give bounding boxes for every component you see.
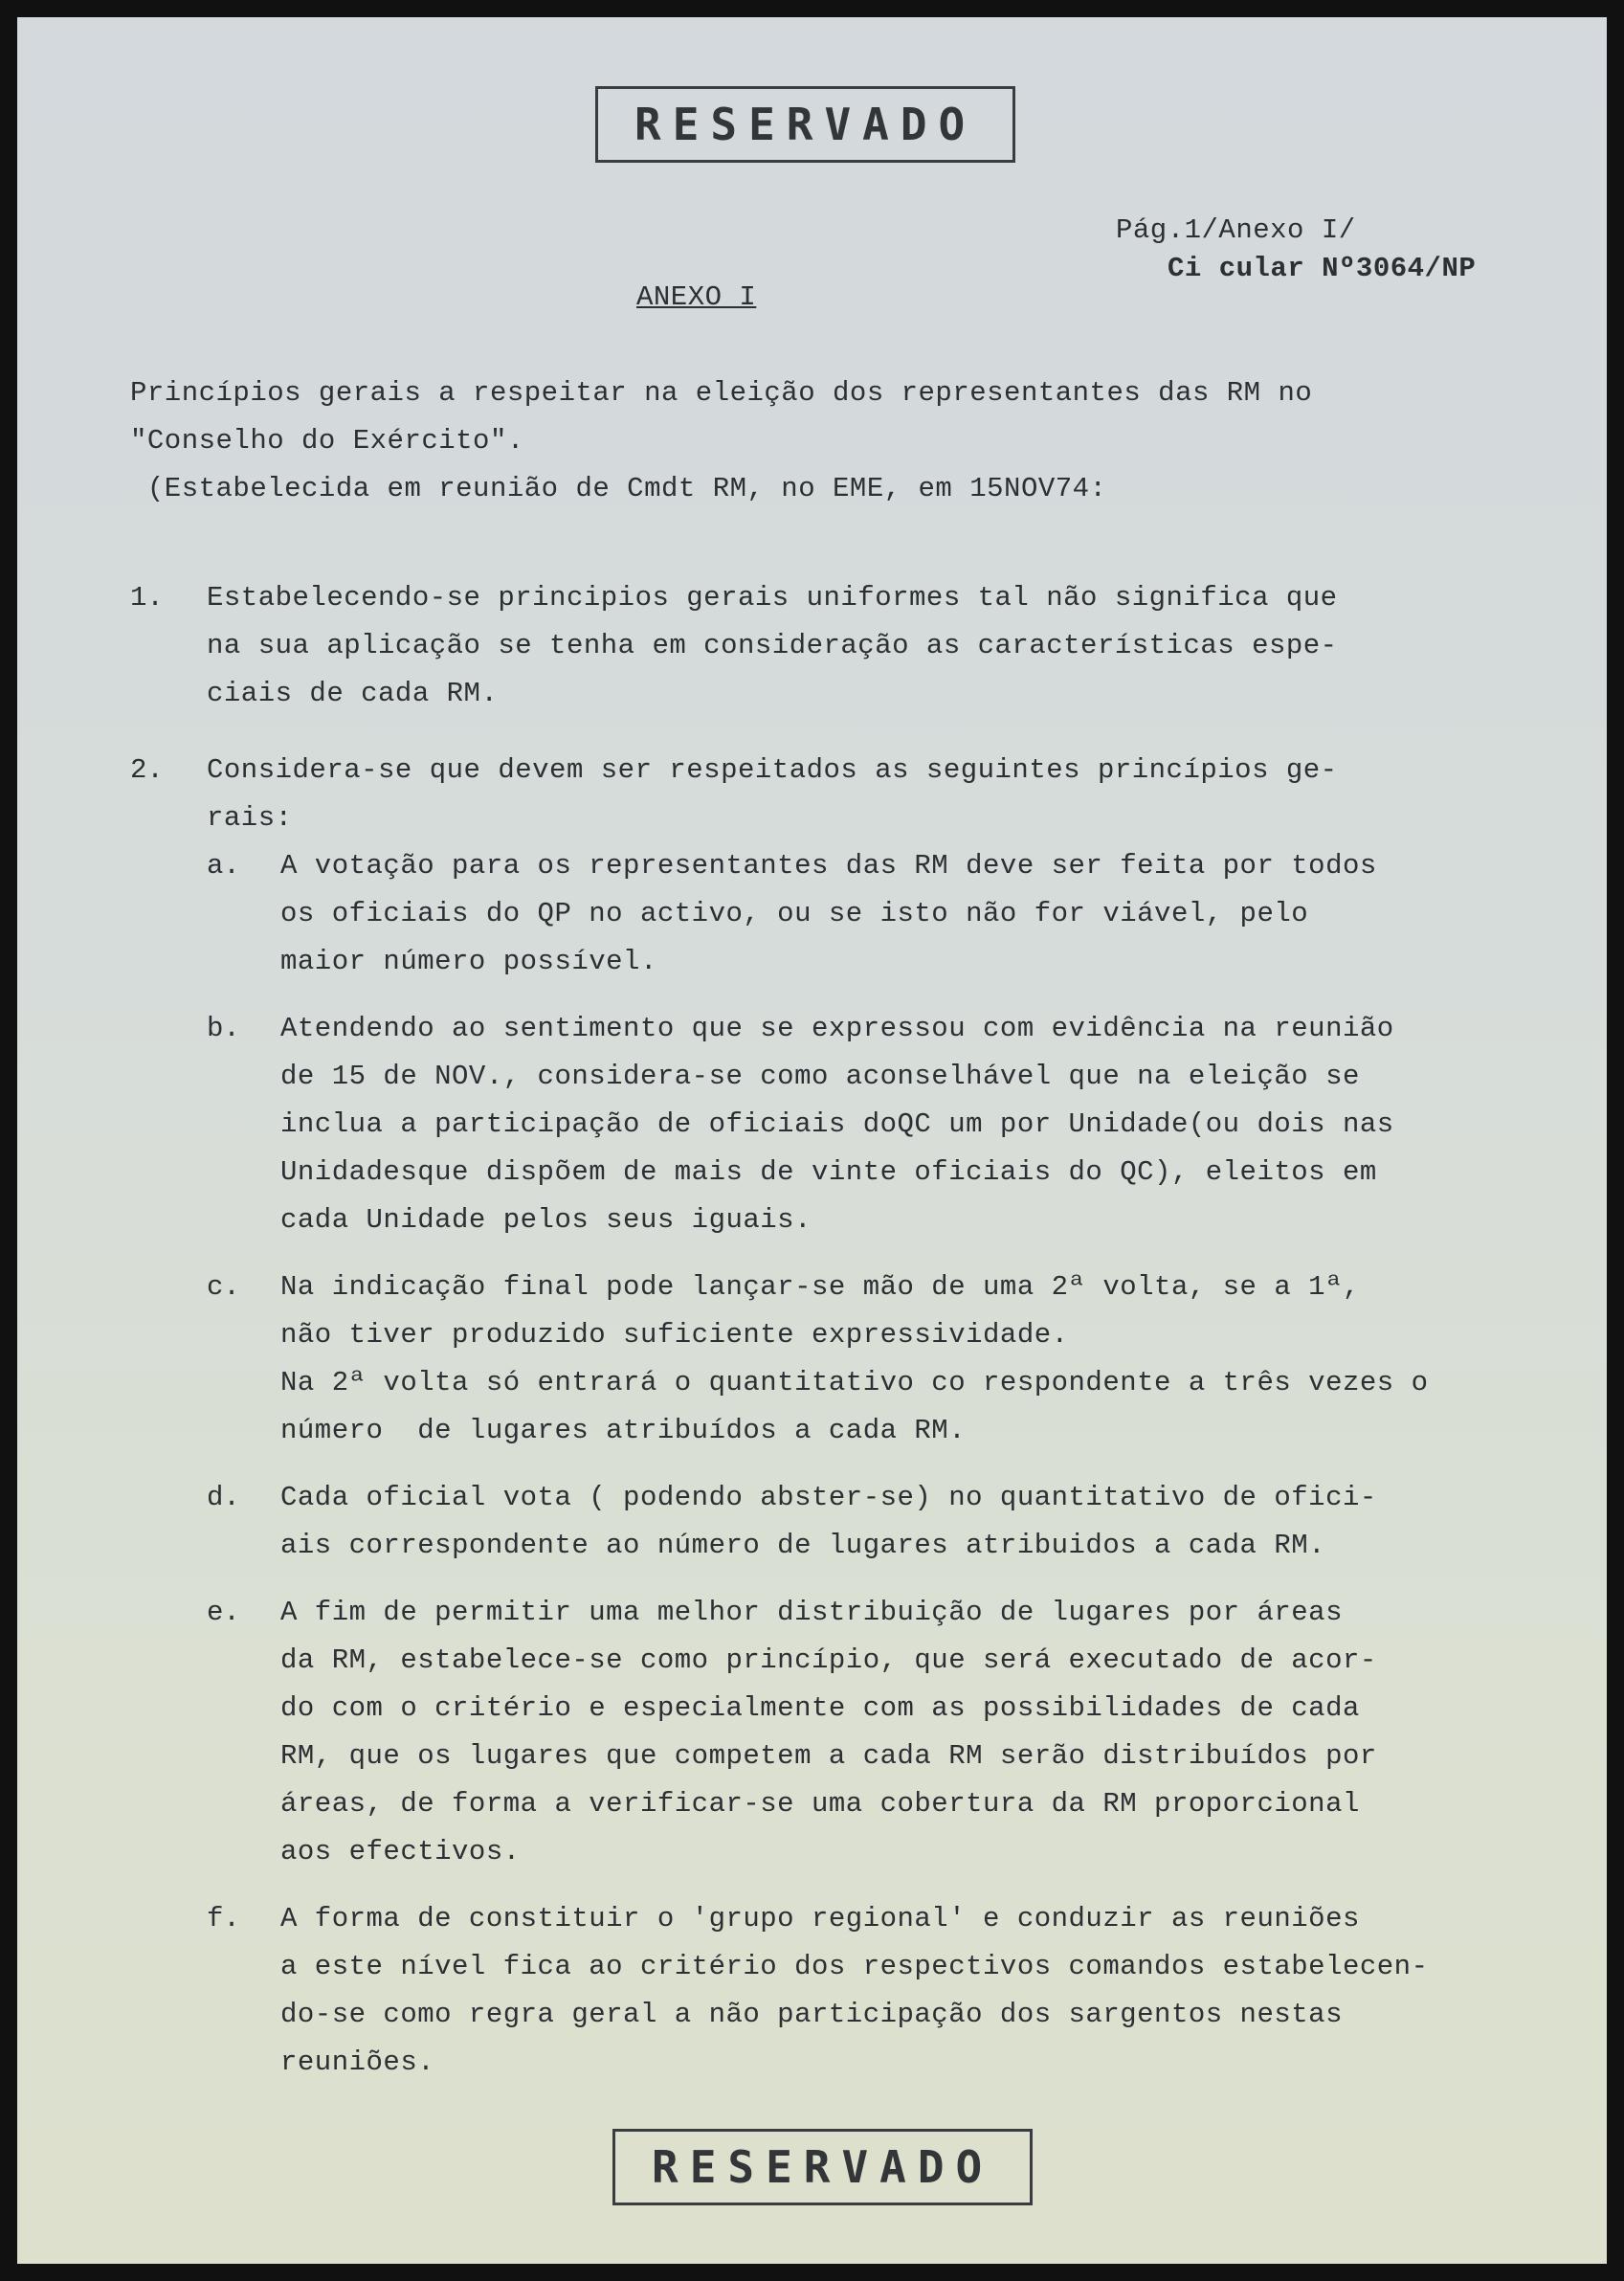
sub-item-f bbox=[207, 1895, 1594, 2087]
sub-item-line: RM, que os lugares que competem a cada RM serão distribuídos por bbox=[280, 1740, 1377, 1772]
principles-list bbox=[130, 574, 1594, 2087]
item-number: 2. bbox=[130, 754, 164, 786]
item-line: ciais de cada RM. bbox=[207, 678, 499, 709]
sub-item-d bbox=[207, 1474, 1594, 1570]
sub-item-e bbox=[207, 1589, 1594, 1876]
sub-item-line: áreas, de forma a verificar-se uma cobertura da RM proporcional bbox=[280, 1788, 1360, 1820]
sub-item-line: aos efectivos. bbox=[280, 1836, 521, 1867]
page-reference: Pág.1/Anexo I/ bbox=[1116, 214, 1356, 246]
sub-item-line: número de lugares atribuídos a cada RM. bbox=[280, 1415, 967, 1446]
annex-title: ANEXO I bbox=[636, 281, 757, 313]
sub-item-b bbox=[207, 1005, 1594, 1244]
sub-item-line: de 15 de NOV., considera-se como aconselhável que na eleição se bbox=[280, 1061, 1360, 1092]
sub-item-line: Unidadesque dispõem de mais de vinte oficiais do QC), eleitos em bbox=[280, 1156, 1377, 1188]
classification-stamp-top: RESERVADO bbox=[595, 86, 1015, 163]
list-item-1 bbox=[130, 574, 1594, 718]
sub-item-line: Na 2ª volta só entrará o quantitativo co respondente a três vezes o bbox=[280, 1367, 1429, 1398]
item-line: Considera-se que devem ser respeitados as seguintes princípios ge- bbox=[207, 754, 1338, 786]
sub-item-line: inclua a participação de oficiais doQC um por Unidade(ou dois nas bbox=[280, 1108, 1394, 1140]
sub-item-line: do-se como regra geral a não participação dos sargentos nestas bbox=[280, 1999, 1343, 2030]
sub-item-line: a este nível fica ao critério dos respectivos comandos estabelecen- bbox=[280, 1951, 1429, 1982]
sub-item-line: da RM, estabelece-se como princípio, que será executado de acor- bbox=[280, 1644, 1377, 1676]
classification-stamp-bottom: RESERVADO bbox=[612, 2129, 1033, 2205]
sub-item-label: a. bbox=[207, 850, 240, 882]
intro-line-3: (Estabelecida em reunião de Cmdt RM, no EME, em 15NOV74: bbox=[130, 473, 1107, 504]
item-number: 1. bbox=[130, 582, 164, 614]
sub-item-line: reuniões. bbox=[280, 2046, 435, 2078]
sub-item-line: A fim de permitir uma melhor distribuição de lugares por áreas bbox=[280, 1597, 1343, 1628]
sub-item-line: A forma de constituir o 'grupo regional' e conduzir as reuniões bbox=[280, 1903, 1360, 1934]
sub-item-a bbox=[207, 842, 1594, 986]
item-line: Estabelecendo-se principios gerais uniformes tal não significa que bbox=[207, 582, 1338, 614]
sub-item-line: cada Unidade pelos seus iguais. bbox=[280, 1204, 812, 1236]
sub-item-label: f. bbox=[207, 1903, 240, 1934]
item-line: na sua aplicação se tenha em consideração as características espe- bbox=[207, 630, 1338, 661]
item-line: rais: bbox=[207, 802, 293, 834]
circular-reference: Ci cular Nº3064/NP bbox=[1168, 253, 1477, 284]
document-page bbox=[17, 17, 1607, 2264]
list-item-2 bbox=[130, 747, 1594, 2087]
sub-item-label: e. bbox=[207, 1597, 240, 1628]
intro-line-1: Princípios gerais a respeitar na eleição dos representantes das RM no bbox=[130, 377, 1313, 409]
sub-item-c bbox=[207, 1263, 1594, 1455]
sub-item-line: Atendendo ao sentimento que se expressou com evidência na reunião bbox=[280, 1013, 1394, 1044]
sub-item-label: b. bbox=[207, 1013, 240, 1044]
sub-item-line: Na indicação final pode lançar-se mão de uma 2ª volta, se a 1ª, bbox=[280, 1271, 1360, 1303]
sub-item-line: ais correspondente ao número de lugares atribuidos a cada RM. bbox=[280, 1530, 1326, 1561]
sub-item-label: c. bbox=[207, 1271, 240, 1303]
intro-line-2: "Conselho do Exército". bbox=[130, 425, 524, 457]
sub-item-line: Cada oficial vota ( podendo abster-se) no quantitativo de ofici- bbox=[280, 1482, 1377, 1513]
sub-item-label: d. bbox=[207, 1482, 240, 1513]
sub-item-line: A votação para os representantes das RM deve ser feita por todos bbox=[280, 850, 1377, 882]
sub-item-line: maior número possível. bbox=[280, 946, 657, 977]
sub-item-line: não tiver produzido suficiente expressividade. bbox=[280, 1319, 1069, 1351]
sub-item-line: do com o critério e especialmente com as possibilidades de cada bbox=[280, 1692, 1360, 1724]
sub-item-line: os oficiais do QP no activo, ou se isto não for viável, pelo bbox=[280, 898, 1309, 929]
